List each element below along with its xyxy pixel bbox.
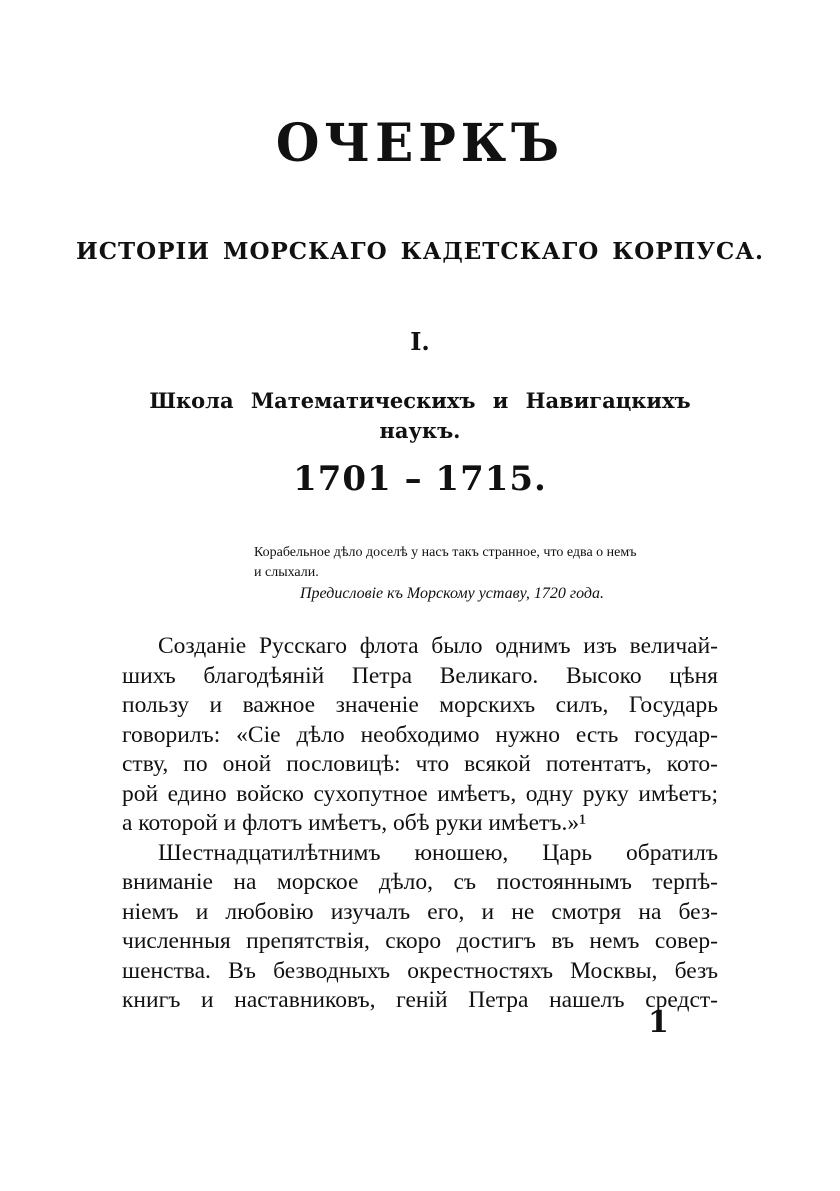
epigraph-quote-line: и слыхали.	[254, 565, 319, 580]
body-line: говорилъ: «Сіе дѣло необходимо нужно есть государ-	[122, 721, 718, 748]
body-line: ніемъ и любовію изучалъ его, и не смотря на без-	[122, 898, 718, 925]
body-line: шенства. Въ безводныхъ окрестностяхъ Москвы, безъ	[122, 957, 718, 984]
epigraph-source: Предисловіе къ Морскому уставу, 1720 года.	[300, 585, 605, 602]
body-line: численныя препятствія, скоро достигъ въ немъ совер-	[122, 928, 718, 954]
page-number: 1	[648, 1005, 669, 1040]
page-subtitle: ИСТОРІИ МОРСКАГО КАДЕТСКАГО КОРПУСА.	[76, 238, 764, 265]
body-line: вниманіе на морское дѣло, съ постояннымъ терпѣ-	[122, 869, 718, 895]
section-number: I.	[410, 327, 430, 356]
body-line: шихъ благодѣяній Петра Великаго. Высоко цѣня	[122, 662, 718, 689]
body-text	[122, 632, 718, 1016]
body-line: ству, по оной пословицѣ: что всякой потентатъ, кото-	[122, 751, 718, 777]
body-line: рой едино войско сухопутное имѣетъ, одну руку имѣетъ;	[122, 780, 718, 807]
body-line: книгъ и наставниковъ, геній Петра нашелъ средст-	[122, 987, 718, 1013]
body-line: Созданіе Русскаго флота было однимъ изъ величай-	[158, 633, 718, 659]
epigraph	[254, 543, 724, 605]
body-line: пользу и важное значеніе морскихъ силъ, Государь	[122, 692, 718, 718]
page-title: ОЧЕРКЪ	[275, 111, 565, 174]
section-title	[100, 386, 740, 446]
body-line: Шестнадцатилѣтнимъ юношею, Царь обратилъ	[158, 839, 718, 866]
section-title-line: наукъ.	[379, 418, 461, 443]
body-line: а которой и флотъ имѣетъ, обѣ руки имѣетъ.»¹	[122, 810, 587, 836]
epigraph-quote-line: Корабельное дѣло доселѣ у насъ такъ странное, что едва о немъ	[254, 545, 637, 560]
section-title-line: Школа Математическихъ и Навигацкихъ	[149, 388, 691, 413]
section-years: 1701 – 1715.	[293, 459, 547, 499]
